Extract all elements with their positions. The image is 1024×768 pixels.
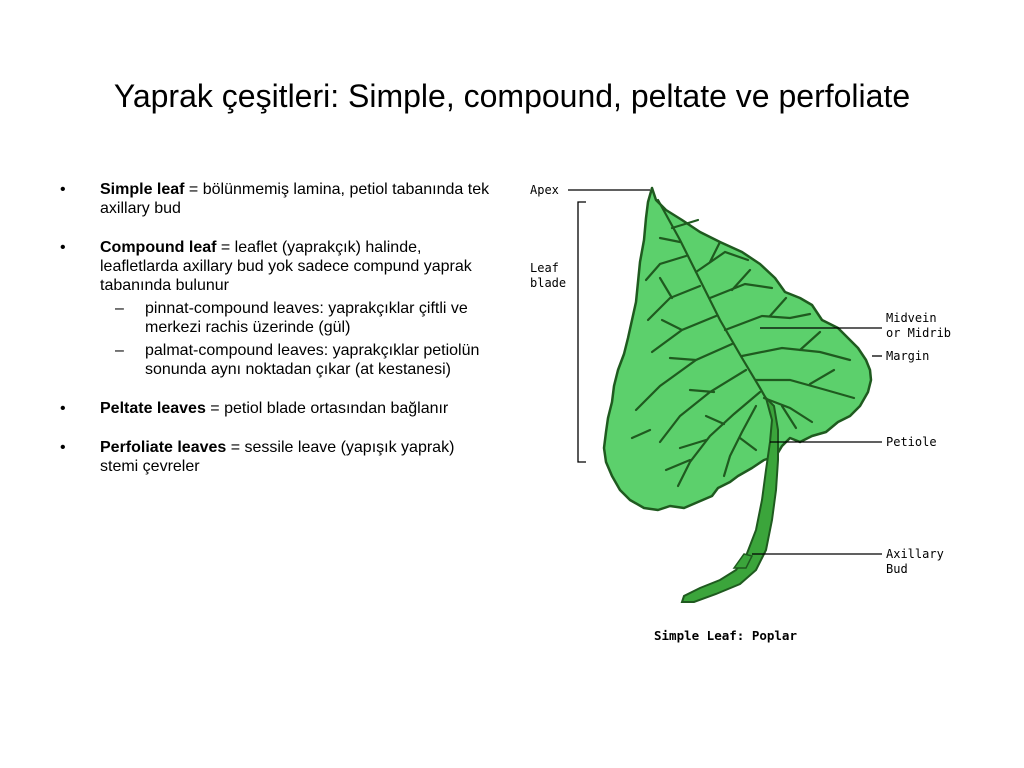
bullet-text: = leaflet (yaprakçık) halinde, leafletlarda axillary bud yok sadece compund yaprak tabanında bulunur — [100, 239, 472, 294]
bullet-text: = petiol blade ortasından bağlanır — [205, 400, 449, 417]
bullet-peltate-leaves — [60, 399, 490, 418]
bullet-term: Compound leaf — [100, 239, 217, 256]
bullet-text: = sessile leave (yapışık yaprak) stemi çevreler — [100, 439, 455, 475]
label-midvein-line2: or Midrib — [886, 326, 952, 340]
slide-title: Yaprak çeşitleri: Simple, compound, peltate ve perfoliate — [113, 78, 911, 114]
diagram-caption: Simple Leaf: Poplar — [654, 628, 797, 643]
poplar-leaf-illustration — [520, 170, 980, 660]
leaf-diagram — [520, 170, 980, 660]
sub-bullet-text: pinnat-compound leaves: yaprakçıklar çiftli ve merkezi rachis üzerinde (gül) — [145, 300, 468, 336]
bullet-term: Perfoliate leaves — [100, 439, 227, 456]
bullet-marker: • — [60, 181, 66, 198]
sub-bullet-palmate — [60, 341, 490, 379]
label-petiole: Petiole — [886, 435, 937, 449]
label-axillary-line1: Axillary — [886, 547, 944, 561]
sub-bullet-marker: – — [115, 342, 124, 359]
bullet-simple-leaf — [60, 180, 490, 218]
bullet-text: = bölünmemiş lamina, petiol tabanında tek axillary bud — [100, 181, 490, 217]
bullet-perfoliate-leaves — [60, 438, 490, 476]
label-leaf-blade-line1: Leaf — [530, 261, 559, 275]
label-axillary-line2: Bud — [886, 562, 908, 576]
bullet-term: Simple leaf — [100, 181, 185, 198]
sub-bullet-marker: – — [115, 300, 124, 317]
sub-bullet-text: palmat-compound leaves: yaprakçıklar petiolün sonunda aynı noktadan çıkar (at kestanesi) — [145, 342, 480, 378]
label-margin: Margin — [886, 349, 930, 363]
label-midvein-line1: Midvein — [886, 311, 937, 325]
bullet-term: Peltate leaves — [100, 400, 206, 417]
bullet-list — [60, 180, 490, 496]
bullet-marker: • — [60, 439, 66, 456]
sub-bullet-pinnate — [60, 299, 490, 337]
label-apex: Apex — [530, 183, 559, 197]
bullet-compound-leaf — [60, 238, 490, 379]
bullet-marker: • — [60, 239, 66, 256]
label-leaf-blade-line2: blade — [530, 276, 567, 290]
bullet-marker: • — [60, 400, 66, 417]
sub-bullet-list — [60, 299, 490, 379]
